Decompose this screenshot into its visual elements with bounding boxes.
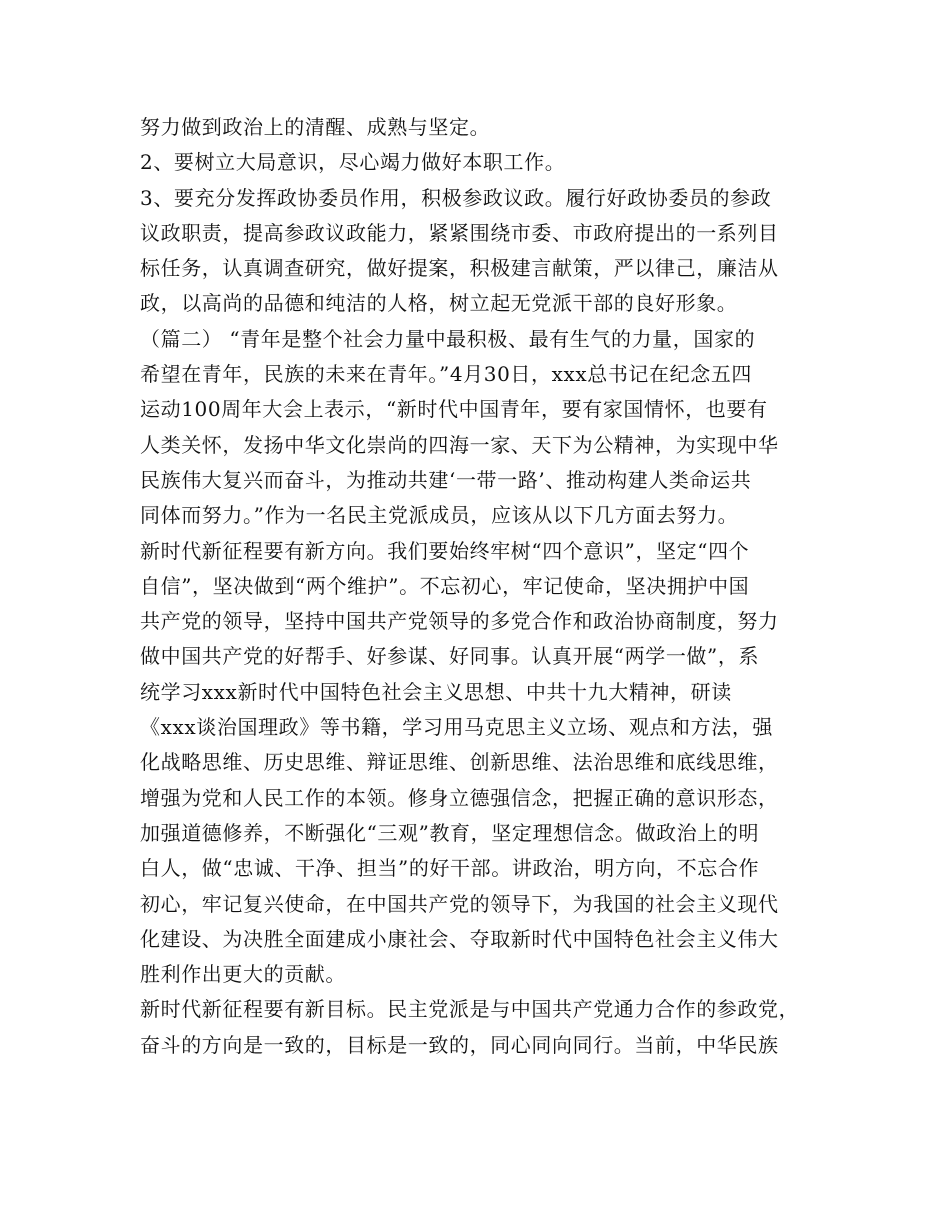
text-line: 自信”，坚决做到“两个维护”。不忘初心，牢记使命，坚决拥护中国 — [140, 573, 750, 598]
text-line: （篇二） “青年是整个社会力量中最积极、最有生气的力量，国家的 — [140, 326, 756, 351]
text-line: 努力做到政治上的清醒、成熟与坚定。 — [140, 115, 491, 139]
text-line: 新时代新征程要有新目标。民主党派是与中国共产党通力合作的参政党， — [140, 997, 800, 1022]
text-line: 胜利作出更大的贡献。 — [140, 962, 346, 987]
text-line: 初心，牢记复兴使命，在中国共产党的领导下，为我国的社会主义现代 — [140, 891, 779, 916]
text-line: 化建设、为决胜全面建成小康社会、夺取新时代中国特色社会主义伟大 — [140, 926, 779, 951]
text-line: 做中国共产党的好帮手、好参谋、好同事。认真开展“两学一做”，系 — [140, 644, 760, 669]
text-line: 新时代新征程要有新方向。我们要始终牢树“四个意识”，坚定“四个 — [140, 538, 750, 563]
text-line: 白人，做“忠诚、干净、担当”的好干部。讲政治，明方向，不忘合作 — [140, 856, 760, 881]
text-line: 民族伟大复兴而奋斗，为推动共建‘一带一路’、推动构建人类命运共 — [140, 467, 752, 492]
text-line: 希望在青年，民族的未来在青年。”4月30日，xxx总书记在纪念五四 — [140, 362, 753, 387]
text-line: 标任务，认真调查研究，做好提案，积极建言献策，严以律己，廉洁从 — [140, 256, 779, 281]
text-line: 共产党的领导，坚持中国共产党领导的多党合作和政治协商制度，努力 — [140, 609, 779, 634]
text-line: 《xxx谈治国理政》等书籍，学习用马克思主义立场、观点和方法，强 — [140, 715, 774, 740]
text-line: 人类关怀，发扬中华文化崇尚的四海一家、天下为公精神，为实现中华 — [140, 432, 779, 457]
text-line: 3、要充分发挥政协委员作用，积极参政议政。履行好政协委员的参政 — [140, 185, 772, 210]
body-text — [140, 110, 820, 1063]
text-line: 议政职责，提高参政议政能力，紧紧围绕市委、市政府提出的一系列目 — [140, 220, 779, 245]
text-line: 加强道德修养，不断强化“三观”教育，坚定理想信念。做政治上的明 — [140, 820, 760, 845]
text-line: 2、要树立大局意识，尽心竭力做好本职工作。 — [140, 150, 566, 175]
text-line: 同体而努力。”作为一名民主党派成员，应该从以下几方面去努力。 — [140, 503, 739, 528]
text-line: 政，以高尚的品德和纯洁的人格，树立起无党派干部的良好形象。 — [140, 291, 738, 316]
text-line: 增强为党和人民工作的本领。修身立德强信念，把握正确的意识形态， — [140, 785, 779, 810]
text-line: 奋斗的方向是一致的，目标是一致的，同心同向同行。当前，中华民族 — [140, 1032, 779, 1057]
text-line: 运动100周年大会上表示，“新时代中国青年，要有家国情怀，也要有 — [140, 397, 768, 422]
text-line: 统学习xxx新时代中国特色社会主义思想、中共十九大精神，研读 — [140, 679, 732, 704]
text-line: 化战略思维、历史思维、辩证思维、创新思维、法治思维和底线思维， — [140, 750, 779, 775]
